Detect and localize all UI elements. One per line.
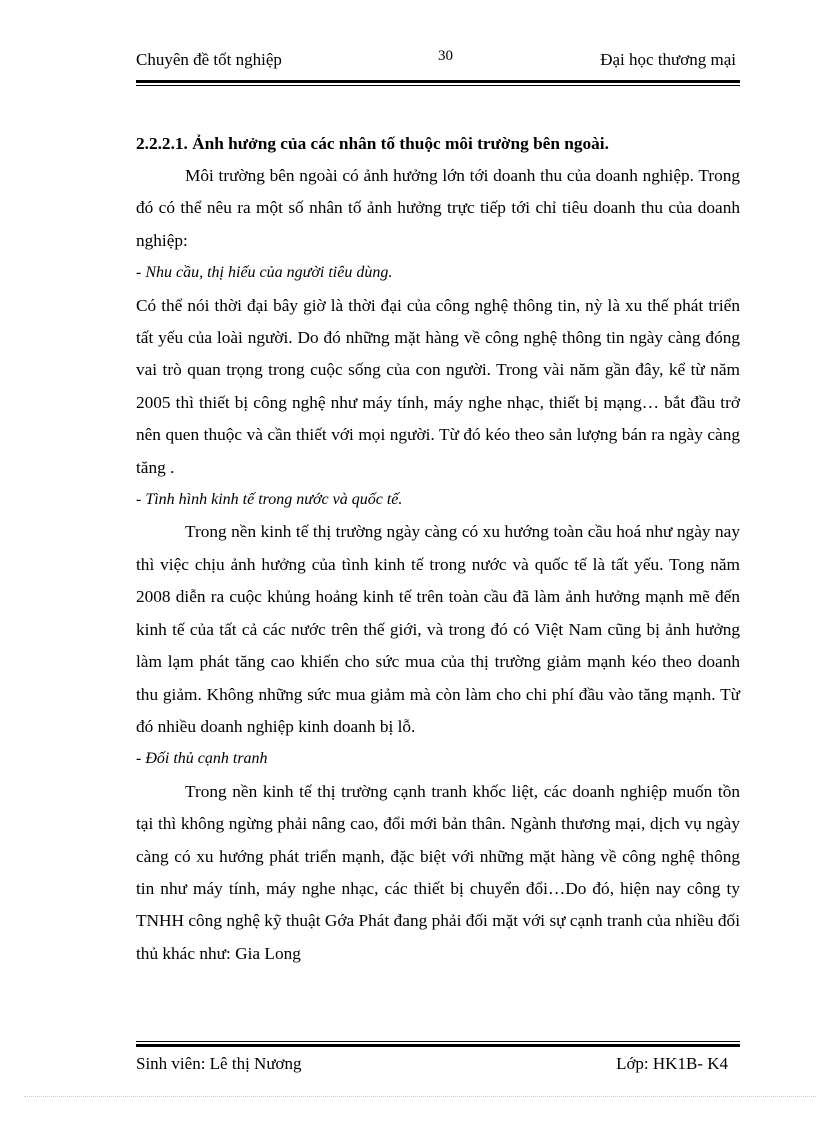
header-document-title: Chuyên đề tốt nghiệp bbox=[136, 50, 282, 69]
page-number: 30 bbox=[438, 48, 453, 64]
footer-rule-thick bbox=[136, 1044, 740, 1047]
paragraph-intro: Môi trường bên ngoài có ảnh hưởng lớn tới doanh thu của doanh nghiệp. Trong đó có thể nêu ra một số nhân tố ảnh hưởng trực tiếp tới chỉ tiêu doanh thu của doanh nghiệp: bbox=[136, 166, 740, 250]
bullet-consumer-demand: - Nhu cầu, thị hiếu của người tiêu dùng. bbox=[136, 264, 393, 282]
header-rule-thick bbox=[136, 80, 740, 83]
bullet-competitors: - Đối thủ cạnh tranh bbox=[136, 750, 268, 768]
header-university: Đại học thương mại bbox=[600, 50, 736, 69]
footer-rule-thin bbox=[136, 1041, 740, 1042]
paragraph-competitors: Trong nền kinh tế thị trường cạnh tranh khốc liệt, các doanh nghiệp muốn tồn tại thì không ngừng phải nâng cao, đổi mới bản thân. Ngành thương mại, dịch vụ ngày càng có xu hướng phát triển mạnh, đặc biệt với những mặt hàng về công nghệ thông tin như máy tính, máy nghe nhạc, các thiết bị chuyển đổi…Do đó, hiện nay công ty TNHH công nghệ kỹ thuật Gớa Phát đang phải đối mặt với sự cạnh tranh của nhiều đối thủ khác như: Gia Long bbox=[136, 781, 740, 963]
footer-student: Sinh viên: Lê thị Nương bbox=[136, 1054, 302, 1073]
bullet-economic-situation: - Tình hình kinh tế trong nước và quốc tế. bbox=[136, 491, 403, 509]
header-rule-thin bbox=[136, 85, 740, 86]
footer-class: Lớp: HK1B- K4 bbox=[616, 1054, 728, 1073]
page-header bbox=[136, 48, 740, 74]
page-bottom-edge bbox=[24, 1096, 816, 1097]
paragraph-economic-situation: Trong nền kinh tế thị trường ngày càng có xu hướng toàn cầu hoá như ngày nay thì việc chịu ảnh hưởng của tình kinh tế trong nước và quốc tế là tất yếu. Tong năm 2008 diễn ra cuộc khủng hoảng kinh tế trên toàn cầu đã làm ảnh hưởng mạnh mẽ đến kinh tế của tất cả các nước trên thế giới, và trong đó có Việt Nam cũng bị ảnh hưởng làm lạm phát tăng cao khiến cho sức mua của thị trường giảm mạnh kéo theo doanh thu giảm. Không những sức mua giảm mà còn làm cho chi phí đầu vào tăng mạnh. Từ đó nhiều doanh nghiệp kinh doanh bị lỗ. bbox=[136, 522, 740, 736]
section-heading: 2.2.2.1. Ảnh hưởng của các nhân tố thuộc môi trường bên ngoài. bbox=[136, 134, 609, 153]
paragraph-consumer-demand: Có thể nói thời đại bây giờ là thời đại của công nghệ thông tin, nỳ là xu thế phát triển tất yếu của loài người. Do đó những mặt hàng về công nghệ thông tin ngày càng đóng vai trò quan trọng trong cuộc sống của con người. Trong vài năm gần đây, kể từ năm 2005 thì thiết bị công nghệ như máy tính, máy nghe nhạc, thiết bị mạng… bắt đầu trở nên quen thuộc và cần thiết với mọi người. Từ đó kéo theo sản lượng bán ra ngày càng tăng . bbox=[136, 295, 740, 477]
page-body bbox=[136, 128, 740, 970]
